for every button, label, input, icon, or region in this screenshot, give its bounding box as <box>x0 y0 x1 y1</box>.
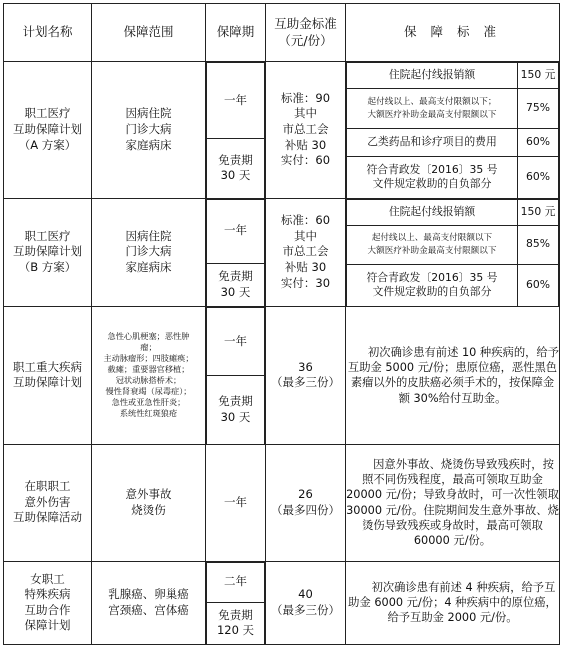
criteria-cell <box>346 62 560 199</box>
scope-line: 家庭病床 <box>125 260 172 274</box>
table-row-accident <box>4 444 560 561</box>
amount-cell <box>266 561 346 645</box>
table-row-women <box>4 561 560 645</box>
table-row-plan-b <box>4 198 560 307</box>
plan-name-line: （A 方案） <box>18 137 77 152</box>
scope-cell <box>92 444 206 561</box>
header-scope: 保障范围 <box>92 4 206 62</box>
plan-name-line: 意外伤害 <box>24 494 71 509</box>
criteria-rate: 85% <box>518 225 559 264</box>
amount-line: 实付：30 <box>280 275 331 290</box>
period-term: 一年 <box>207 308 265 376</box>
criteria-item-line: 文件规定救助的自负部分 <box>372 177 492 191</box>
amount-line: 40 <box>298 587 313 602</box>
criteria-item-line: 文件规定救助的自负部分 <box>372 285 492 299</box>
criteria-item: 住院起付线报销额 <box>347 63 518 89</box>
criteria-rate: 60% <box>518 264 559 306</box>
plan-name-line: 互助合作 <box>24 602 71 617</box>
criteria-rate: 60% <box>518 157 559 198</box>
amount-line: （最多三份） <box>271 602 340 617</box>
header-amount-line2: （元/份） <box>278 32 333 48</box>
criteria-rate: 75% <box>518 89 559 129</box>
waiting-line: 免责期 <box>218 394 253 409</box>
scope-cell <box>92 198 206 307</box>
amount-line: 标准：90 <box>280 90 331 105</box>
scope-line: 家庭病床 <box>125 137 172 152</box>
criteria-item-line: 起付线以上、最高支付限额以下； <box>367 96 497 107</box>
period-waiting <box>207 376 265 444</box>
criteria-row <box>347 199 559 225</box>
plan-name-cell <box>4 307 92 445</box>
criteria-item <box>347 264 518 306</box>
table-row-plan-a <box>4 62 560 199</box>
scope-line: 冠状动脉搭桥术； <box>115 375 182 386</box>
scope-line: 因病住院 <box>125 228 172 243</box>
criteria-paragraph: 因意外事故、烧烫伤导致残疾时，按照不同伤残程度，最高可领取互助金 20000 元/份；导致身故时，可一次性领取 30000 元/份。住院期间发生意外事故、烧烫伤导致残疾或身故时，最高可领取 60000 元/份。 <box>346 444 560 561</box>
waiting-line: 30 天 <box>220 284 251 299</box>
scope-cell <box>92 62 206 199</box>
criteria-subtable <box>346 62 559 198</box>
amount-cell <box>266 444 346 561</box>
period-waiting <box>207 139 265 198</box>
amount-line: 补贴 30 <box>284 137 327 152</box>
criteria-paragraph: 初次确诊患有前述 4 种疾病，给予互助金 6000 元/份；4 种疾病中的原位癌，给予互助金 2000 元/份。 <box>346 561 560 645</box>
plan-name-cell <box>4 62 92 199</box>
plan-name-line: 职工重大疾病 <box>13 359 82 374</box>
waiting-line: 免责期 <box>218 269 253 284</box>
scope-cell <box>92 561 206 645</box>
criteria-row <box>347 63 559 89</box>
scope-line: 急性或亚急性肝炎； <box>111 397 186 408</box>
waiting-line: 30 天 <box>220 409 251 424</box>
scope-line: 系统性红斑狼疮 <box>119 408 178 419</box>
amount-line: 市总工会 <box>282 121 329 136</box>
criteria-item: 住院起付线报销额 <box>347 199 518 225</box>
criteria-rate: 150 元 <box>518 63 559 89</box>
amount-line: 补贴 30 <box>284 260 327 274</box>
header-plan-name: 计划名称 <box>4 4 92 62</box>
criteria-paragraph: 初次确诊患有前述 10 种疾病的，给予互助金 5000 元/份；患原位癌，恶性黑色素瘤以外的皮肤癌必须手术的，按保障金额 30%给付互助金。 <box>346 307 560 445</box>
period-cell: 一年 <box>206 444 266 561</box>
criteria-item <box>347 225 518 264</box>
criteria-row <box>347 264 559 306</box>
plan-name-line: 互助保障计划 <box>13 244 82 259</box>
header-criteria: 保 障 标 准 <box>346 4 560 62</box>
period-cell <box>206 62 266 199</box>
plan-name-line: 女职工 <box>30 571 65 586</box>
amount-cell <box>266 62 346 199</box>
period-split <box>206 562 265 645</box>
amount-line: （最多三份） <box>271 375 340 390</box>
criteria-item-line: 大额医疗补助金最高支付限额以下 <box>367 245 497 256</box>
period-term: 一年 <box>207 63 265 139</box>
period-term: 二年 <box>207 562 265 602</box>
plan-name-line: 保障计划 <box>24 618 71 633</box>
scope-line: 门诊大病 <box>125 244 172 259</box>
criteria-rate: 150 元 <box>518 199 559 225</box>
criteria-row <box>347 129 559 157</box>
criteria-item: 乙类药品和诊疗项目的费用 <box>347 129 518 157</box>
plan-name-cell <box>4 198 92 307</box>
amount-line: 标准：60 <box>280 213 331 228</box>
criteria-row <box>347 225 559 264</box>
header-row <box>4 4 560 62</box>
criteria-item-line: 符合青政发〔2016〕35 号 <box>366 162 498 176</box>
scope-line: 门诊大病 <box>125 121 172 136</box>
scope-cell <box>92 307 206 445</box>
header-period: 保障期 <box>206 4 266 62</box>
criteria-item-line: 起付线以上、最高支付限额以下 <box>371 232 493 243</box>
period-cell <box>206 561 266 645</box>
plan-name-line: 职工医疗 <box>24 106 71 121</box>
scope-line: 主动脉瘤形；四肢瘫痪； <box>103 353 194 364</box>
amount-line: 其中 <box>294 228 317 243</box>
scope-line: 烧烫伤 <box>131 502 166 517</box>
criteria-item-line: 符合青政发〔2016〕35 号 <box>366 270 498 284</box>
header-amount <box>266 4 346 62</box>
amount-line: 实付：60 <box>280 153 331 168</box>
plan-name-line: 互助保障活动 <box>13 510 82 525</box>
criteria-subtable <box>346 199 559 307</box>
scope-line: 慢性肾衰竭（尿毒症）； <box>105 386 192 397</box>
plan-name-line: 职工医疗 <box>24 228 71 243</box>
waiting-line: 120 天 <box>216 623 255 638</box>
period-split <box>206 199 265 307</box>
criteria-row <box>347 157 559 198</box>
period-split <box>206 62 265 198</box>
plan-name-line: 特殊疾病 <box>24 587 71 602</box>
scope-line: 截瘫；重要器官移植； <box>107 364 190 375</box>
criteria-item-line: 大额医疗补助金最高支付限额以下 <box>367 109 497 120</box>
amount-line: 36 <box>298 359 313 374</box>
amount-line: （最多四份） <box>271 502 340 517</box>
plan-table <box>3 3 560 645</box>
period-waiting <box>207 602 265 644</box>
period-waiting <box>207 263 265 306</box>
period-split <box>206 307 265 444</box>
plan-name-line: 互助保障计划 <box>13 121 82 136</box>
criteria-item <box>347 157 518 198</box>
amount-line: 市总工会 <box>282 244 329 259</box>
amount-line: 其中 <box>294 106 317 121</box>
scope-line: 意外事故 <box>125 486 172 501</box>
scope-line: 急性心肌梗塞；恶性肿 <box>107 331 190 341</box>
waiting-line: 30 天 <box>220 168 251 183</box>
table-row-critical-illness <box>4 307 560 445</box>
amount-line: 26 <box>298 486 313 501</box>
scope-line: 瘤； <box>140 342 157 353</box>
waiting-line: 免责期 <box>218 152 253 167</box>
amount-cell <box>266 307 346 445</box>
plan-name-line: （B 方案） <box>18 260 77 274</box>
plan-name-cell <box>4 561 92 645</box>
criteria-row <box>347 89 559 129</box>
plan-name-cell <box>4 444 92 561</box>
waiting-line: 免责期 <box>218 607 253 622</box>
criteria-rate: 60% <box>518 129 559 157</box>
period-cell <box>206 198 266 307</box>
period-cell <box>206 307 266 445</box>
criteria-item <box>347 89 518 129</box>
scope-line: 乳腺癌、卵巢癌 <box>108 587 189 602</box>
scope-line: 因病住院 <box>125 106 172 121</box>
amount-cell <box>266 198 346 307</box>
plan-name-line: 互助保障计划 <box>13 375 82 390</box>
scope-line: 宫颈癌、宫体癌 <box>108 602 189 617</box>
period-term: 一年 <box>207 199 265 263</box>
plan-name-line: 在职职工 <box>24 479 71 494</box>
header-amount-line1: 互助金标准 <box>274 15 337 31</box>
criteria-cell <box>346 198 560 307</box>
